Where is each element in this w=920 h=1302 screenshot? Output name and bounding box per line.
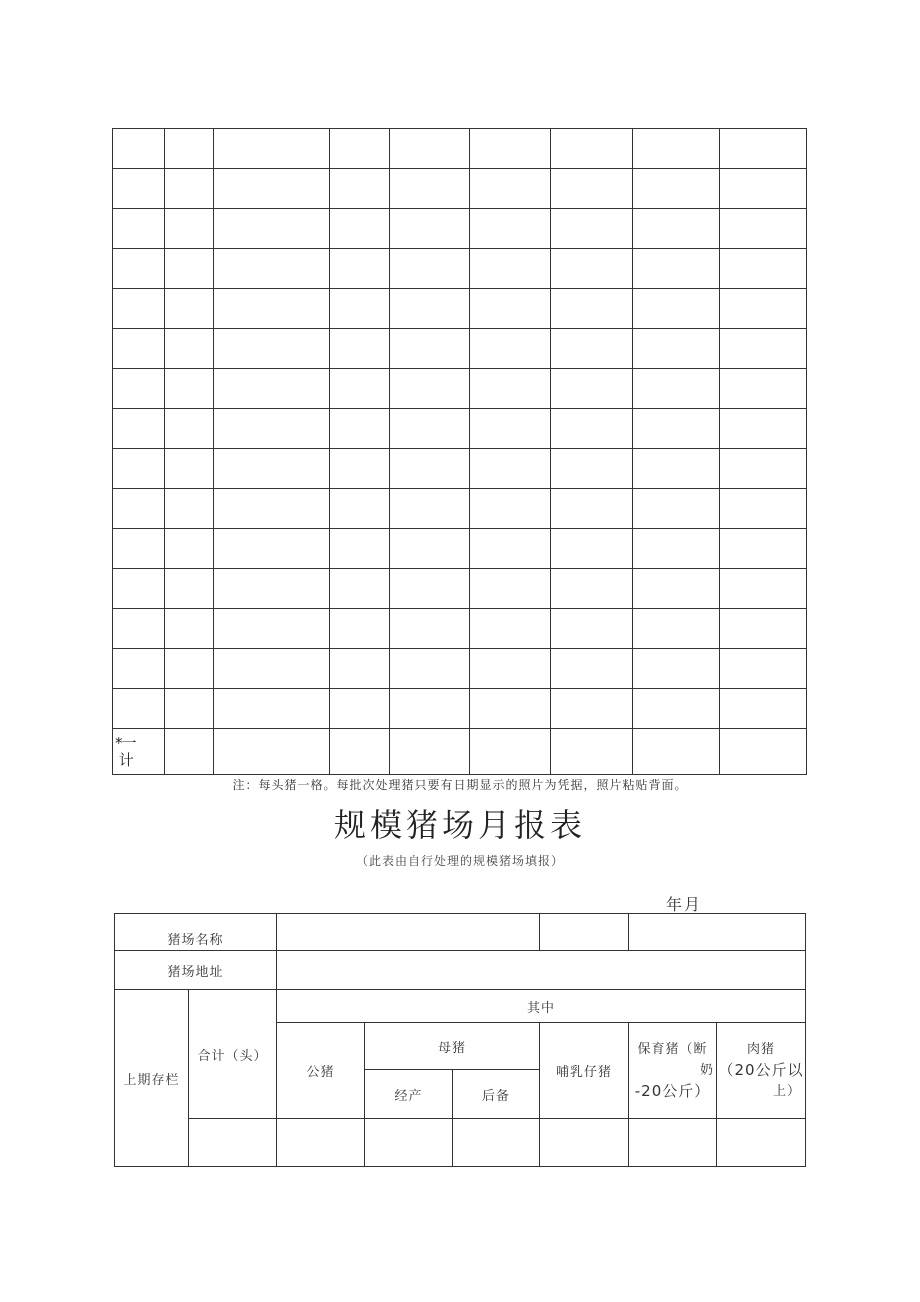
of-which-label: 其中 — [277, 990, 806, 1023]
grid-cell[interactable] — [633, 449, 720, 489]
grid-cell[interactable] — [390, 489, 470, 529]
grid-cell[interactable] — [330, 369, 390, 409]
grid-cell[interactable] — [330, 409, 390, 449]
grid-cell[interactable] — [113, 609, 165, 649]
grid-cell[interactable] — [165, 569, 214, 609]
nursery-pig-label-line1: 保育猪（断 — [637, 1042, 708, 1057]
grid-cell — [113, 729, 165, 775]
nursery-pig-label-line3: -20公斤） — [634, 1082, 711, 1100]
grid-cell[interactable] — [214, 529, 330, 569]
grid-cell[interactable] — [214, 249, 330, 289]
grid-cell[interactable] — [330, 569, 390, 609]
grid-cell[interactable] — [720, 489, 807, 529]
boar-label: 公猪 — [277, 1023, 365, 1119]
grid-cell[interactable] — [390, 729, 470, 775]
grid-cell[interactable] — [330, 649, 390, 689]
grid-cell[interactable] — [330, 729, 390, 775]
farm-name-label: 猪场名称 — [115, 914, 277, 951]
grid-cell[interactable] — [720, 169, 807, 209]
monthly-report-table — [114, 913, 806, 1167]
grid-cell[interactable] — [390, 329, 470, 369]
grid-cell[interactable] — [720, 409, 807, 449]
grid-cell[interactable] — [330, 449, 390, 489]
grid-row — [113, 369, 807, 409]
grid-cell[interactable] — [113, 409, 165, 449]
grid-cell[interactable] — [165, 489, 214, 529]
grid-cell[interactable] — [113, 289, 165, 329]
grid-cell[interactable] — [470, 689, 551, 729]
grid-cell[interactable] — [330, 529, 390, 569]
grid-cell[interactable] — [113, 569, 165, 609]
grid-cell[interactable] — [470, 569, 551, 609]
grid-cell[interactable] — [633, 209, 720, 249]
grid-cell[interactable] — [720, 649, 807, 689]
suckling-value-field[interactable] — [540, 1119, 629, 1167]
grid-cell[interactable] — [551, 529, 633, 569]
grid-cell[interactable] — [330, 689, 390, 729]
grid-row — [113, 449, 807, 489]
grid-cell[interactable] — [720, 609, 807, 649]
grid-cell[interactable] — [113, 649, 165, 689]
grid-cell[interactable] — [720, 249, 807, 289]
report-title: 规模猪场月报表 — [333, 806, 586, 844]
grid-row — [113, 209, 807, 249]
grid-cell[interactable] — [390, 129, 470, 169]
farm-name-extra-value-field[interactable] — [629, 914, 806, 951]
grid-cell[interactable] — [330, 289, 390, 329]
grid-cell[interactable] — [214, 689, 330, 729]
grid-cell[interactable] — [113, 209, 165, 249]
grid-cell[interactable] — [165, 449, 214, 489]
grid-cell[interactable] — [330, 249, 390, 289]
grid-cell[interactable] — [720, 529, 807, 569]
grid-cell[interactable] — [330, 489, 390, 529]
grid-cell[interactable] — [165, 649, 214, 689]
sow-reserve-label: 后备 — [453, 1070, 540, 1119]
sow-label: 母猪 — [365, 1023, 540, 1070]
grid-cell[interactable] — [633, 489, 720, 529]
grid-cell[interactable] — [214, 209, 330, 249]
grid-cell[interactable] — [330, 209, 390, 249]
total-value-field[interactable] — [189, 1119, 277, 1167]
grid-cell[interactable] — [470, 649, 551, 689]
grid-cell[interactable] — [390, 569, 470, 609]
grid-cell[interactable] — [330, 169, 390, 209]
grid-cell[interactable] — [165, 609, 214, 649]
grid-row — [113, 129, 807, 169]
finishing-pig-label — [717, 1023, 806, 1119]
grid-cell[interactable] — [551, 449, 633, 489]
grid-cell[interactable] — [113, 689, 165, 729]
grid-cell[interactable] — [551, 609, 633, 649]
grid-cell[interactable] — [720, 569, 807, 609]
grid-cell[interactable] — [470, 529, 551, 569]
grid-cell[interactable] — [720, 369, 807, 409]
grid-cell[interactable] — [551, 689, 633, 729]
grid-cell[interactable] — [470, 169, 551, 209]
grid-cell[interactable] — [720, 329, 807, 369]
grid-row — [113, 569, 807, 609]
grid-row — [113, 729, 807, 775]
grid-cell[interactable] — [470, 609, 551, 649]
grid-cell[interactable] — [165, 369, 214, 409]
grid-cell[interactable] — [470, 289, 551, 329]
grid-cell[interactable] — [390, 409, 470, 449]
grid-cell[interactable] — [214, 329, 330, 369]
year-month-label: 年月 — [666, 895, 703, 914]
sow-producing-value-field[interactable] — [365, 1119, 453, 1167]
grid-cell[interactable] — [551, 329, 633, 369]
grid-cell[interactable] — [390, 529, 470, 569]
finishing-pig-label-line3: 上） — [772, 1084, 801, 1099]
grid-cell[interactable] — [214, 169, 330, 209]
grid-row — [113, 689, 807, 729]
grid-row — [113, 169, 807, 209]
finishing-pig-label-line1: 肉猪 — [746, 1042, 775, 1057]
grid-cell[interactable] — [720, 129, 807, 169]
grid-cell[interactable] — [330, 329, 390, 369]
grid-cell[interactable] — [720, 289, 807, 329]
grid-cell[interactable] — [633, 689, 720, 729]
grid-cell[interactable] — [390, 169, 470, 209]
grid-row — [113, 329, 807, 369]
grid-cell[interactable] — [214, 289, 330, 329]
nursery-pig-label-line2: 奶 — [699, 1063, 714, 1078]
grid-cell[interactable] — [470, 129, 551, 169]
grid-cell[interactable] — [214, 609, 330, 649]
grid-cell[interactable] — [390, 449, 470, 489]
grid-total-label: *一 计 — [115, 734, 136, 769]
grid-row — [113, 409, 807, 449]
grid-cell[interactable] — [165, 129, 214, 169]
nursery-pig-label — [629, 1023, 717, 1119]
grid-cell[interactable] — [165, 329, 214, 369]
farm-name-field[interactable] — [277, 914, 540, 951]
grid-cell[interactable] — [330, 129, 390, 169]
grid-row — [113, 529, 807, 569]
grid-cell[interactable] — [470, 729, 551, 775]
grid-cell[interactable] — [551, 729, 633, 775]
grid-row — [113, 609, 807, 649]
farm-address-field[interactable] — [277, 951, 806, 990]
grid-cell[interactable] — [214, 129, 330, 169]
grid-cell[interactable] — [633, 369, 720, 409]
blank-record-grid — [112, 128, 807, 775]
grid-cell[interactable] — [470, 369, 551, 409]
grid-cell[interactable] — [165, 169, 214, 209]
grid-cell[interactable] — [633, 569, 720, 609]
grid-cell[interactable] — [330, 609, 390, 649]
report-subtitle: （此表由自行处理的规模猪场填报） — [355, 854, 564, 868]
total-head-label: 合计（头） — [189, 990, 277, 1119]
grid-footnote: 注：每头猪一格。每批次处理猪只要有日期显示的照片为凭据，照片粘贴背面。 — [232, 778, 688, 792]
nursery-value-field[interactable] — [629, 1119, 717, 1167]
grid-cell[interactable] — [390, 369, 470, 409]
suckling-piglet-label: 哺乳仔猪 — [540, 1023, 629, 1119]
grid-cell[interactable] — [113, 449, 165, 489]
grid-cell[interactable] — [390, 289, 470, 329]
sow-producing-label: 经产 — [365, 1070, 453, 1119]
grid-cell[interactable] — [214, 489, 330, 529]
grid-cell[interactable] — [113, 489, 165, 529]
sow-reserve-value-field[interactable] — [453, 1119, 540, 1167]
farm-name-extra-field[interactable] — [540, 914, 629, 951]
grid-cell[interactable] — [165, 729, 214, 775]
grid-cell[interactable] — [470, 489, 551, 529]
grid-cell[interactable] — [633, 609, 720, 649]
grid-cell[interactable] — [633, 289, 720, 329]
grid-cell[interactable] — [551, 649, 633, 689]
grid-cell[interactable] — [551, 289, 633, 329]
grid-cell[interactable] — [633, 329, 720, 369]
grid-cell[interactable] — [113, 129, 165, 169]
grid-cell[interactable] — [165, 409, 214, 449]
grid-cell[interactable] — [214, 369, 330, 409]
grid-row — [113, 649, 807, 689]
grid-cell[interactable] — [165, 249, 214, 289]
grid-cell[interactable] — [165, 689, 214, 729]
grid-cell[interactable] — [551, 169, 633, 209]
grid-cell[interactable] — [551, 369, 633, 409]
grid-cell[interactable] — [390, 609, 470, 649]
grid-cell[interactable] — [390, 689, 470, 729]
grid-cell[interactable] — [214, 649, 330, 689]
farm-address-label: 猪场地址 — [115, 951, 277, 990]
grid-cell[interactable] — [633, 729, 720, 775]
grid-cell[interactable] — [551, 129, 633, 169]
grid-cell[interactable] — [214, 409, 330, 449]
finishing-value-field[interactable] — [717, 1119, 806, 1167]
grid-cell[interactable] — [113, 249, 165, 289]
grid-row — [113, 289, 807, 329]
grid-cell[interactable] — [214, 569, 330, 609]
grid-cell[interactable] — [551, 209, 633, 249]
grid-cell[interactable] — [113, 169, 165, 209]
grid-cell[interactable] — [633, 169, 720, 209]
grid-cell[interactable] — [551, 569, 633, 609]
grid-cell[interactable] — [390, 209, 470, 249]
grid-cell[interactable] — [470, 329, 551, 369]
boar-value-field[interactable] — [277, 1119, 365, 1167]
prev-stock-label: 上期存栏 — [115, 990, 189, 1167]
grid-cell[interactable] — [720, 209, 807, 249]
grid-cell[interactable] — [165, 289, 214, 329]
grid-cell[interactable] — [113, 329, 165, 369]
grid-cell[interactable] — [551, 409, 633, 449]
grid-cell[interactable] — [165, 209, 214, 249]
grid-cell[interactable] — [720, 449, 807, 489]
grid-cell[interactable] — [165, 529, 214, 569]
grid-cell[interactable] — [551, 249, 633, 289]
grid-cell[interactable] — [113, 369, 165, 409]
grid-cell[interactable] — [720, 729, 807, 775]
grid-cell[interactable] — [470, 449, 551, 489]
grid-cell[interactable] — [633, 129, 720, 169]
grid-row — [113, 249, 807, 289]
grid-cell[interactable] — [390, 249, 470, 289]
grid-row — [113, 489, 807, 529]
grid-cell[interactable] — [113, 529, 165, 569]
finishing-pig-label-line2: （20公斤以 — [718, 1061, 804, 1079]
grid-cell[interactable] — [633, 529, 720, 569]
grid-cell[interactable] — [390, 649, 470, 689]
grid-cell[interactable] — [633, 249, 720, 289]
grid-cell[interactable] — [470, 209, 551, 249]
grid-cell[interactable] — [214, 729, 330, 775]
grid-cell[interactable] — [633, 409, 720, 449]
grid-cell[interactable] — [633, 649, 720, 689]
grid-cell[interactable] — [470, 249, 551, 289]
grid-cell[interactable] — [214, 449, 330, 489]
grid-cell[interactable] — [551, 489, 633, 529]
grid-cell[interactable] — [470, 409, 551, 449]
grid-cell[interactable] — [720, 689, 807, 729]
